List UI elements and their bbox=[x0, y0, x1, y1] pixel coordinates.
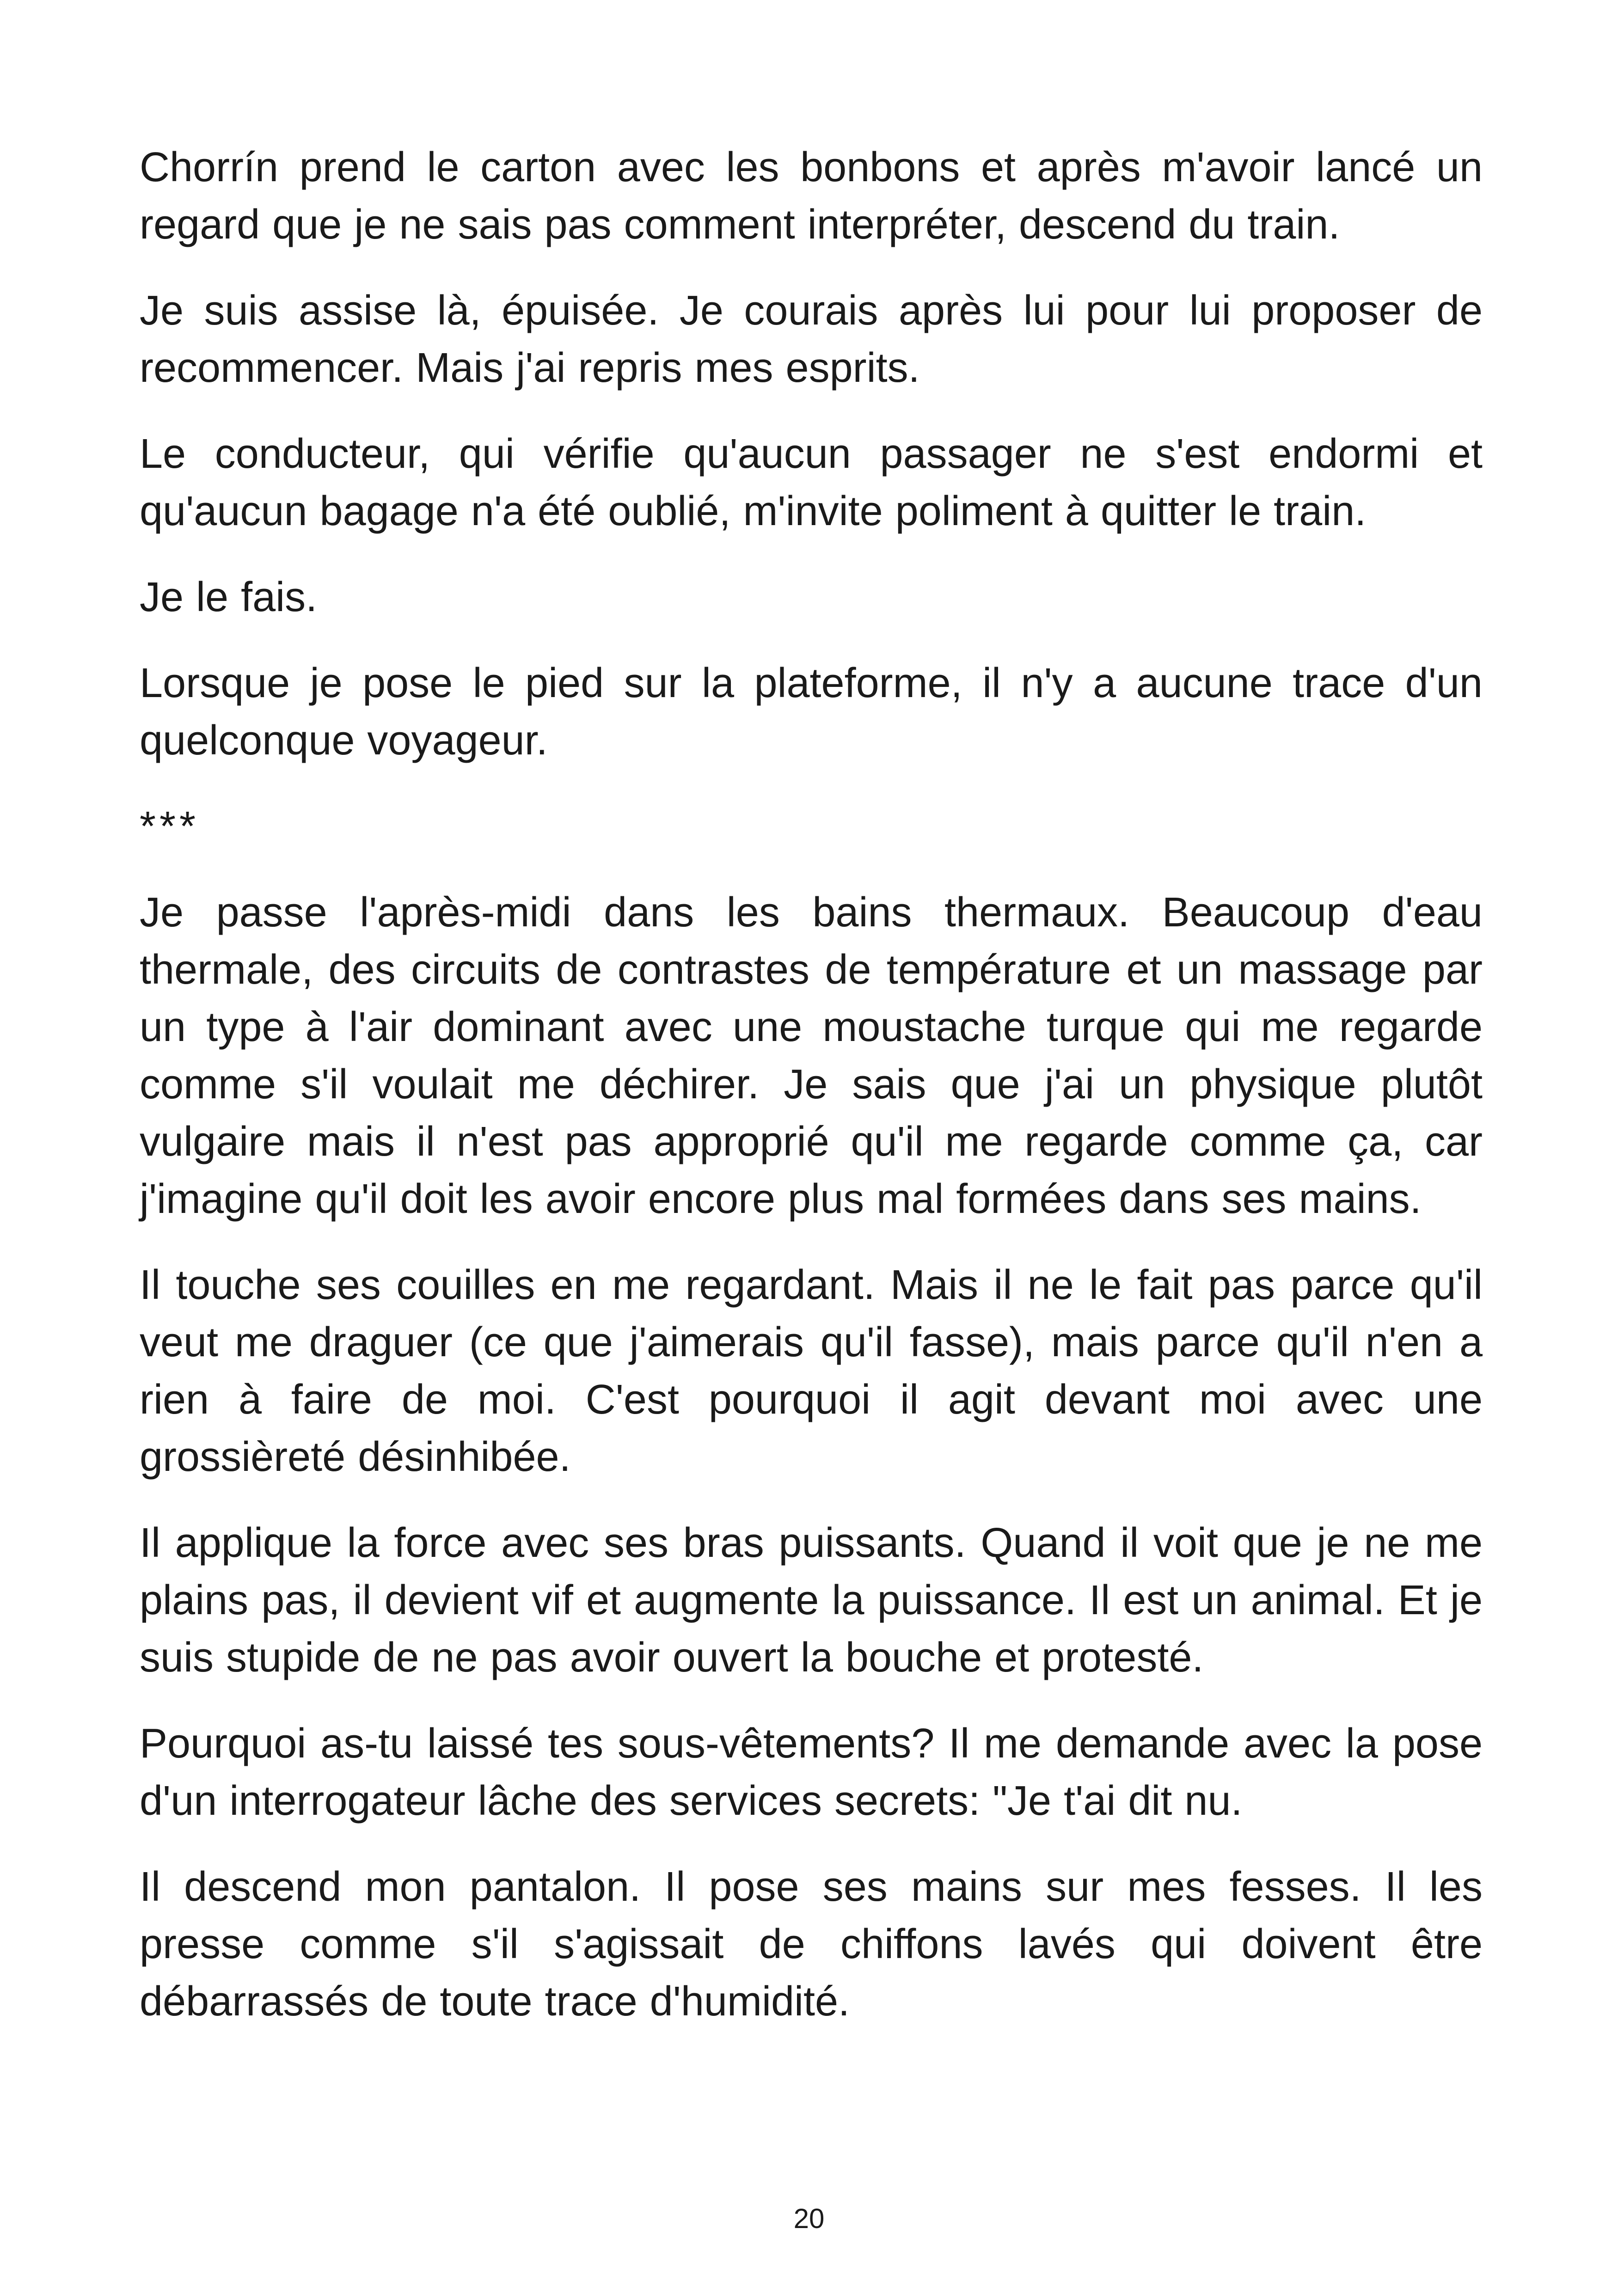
paragraph: Je le fais. bbox=[140, 574, 318, 620]
body-text bbox=[140, 139, 1483, 2059]
scene-separator: *** bbox=[140, 803, 200, 850]
paragraph: Je suis assise là, épuisée. Je courais après lui pour lui proposer de recommencer. Mais j'ai repris mes esprits. bbox=[140, 288, 1483, 391]
paragraph: Chorrín prend le carton avec les bonbons et après m'avoir lancé un regard que je ne sais pas comment interpréter, descend du train. bbox=[140, 144, 1483, 248]
paragraph: Je passe l'après-midi dans les bains thermaux. Beaucoup d'eau thermale, des circuits de contrastes de température et un massage par un type à l'air dominant avec une moustache turque qui me regarde comme s'il voulait me déchirer. Je sais que j'ai un physique plutôt vulgaire mais il n'est pas approprié qu'il me regarde comme ça, car j'imagine qu'il doit les avoir encore plus mal formées dans ses mains. bbox=[140, 889, 1483, 1222]
paragraph: Le conducteur, qui vérifie qu'aucun passager ne s'est endormi et qu'aucun bagage n'a été oublié, m'invite poliment à quitter le train. bbox=[140, 431, 1483, 534]
paragraph: Il touche ses couilles en me regardant. Mais il ne le fait pas parce qu'il veut me draguer (ce que j'aimerais qu'il fasse), mais parce qu'il n'en a rien à faire de moi. C'est pourquoi il agit devant moi avec une grossièreté désinhibée. bbox=[140, 1262, 1483, 1480]
paragraph: Il applique la force avec ses bras puissants. Quand il voit que je ne me plains pas, il devient vif et augmente la puissance. Il est un animal. Et je suis stupide de ne pas avoir ouvert la bouche et protesté. bbox=[140, 1520, 1483, 1681]
page-number: 20 bbox=[793, 2203, 825, 2234]
paragraph: Lorsque je pose le pied sur la plateforme, il n'y a aucune trace d'un quelconque voyageur. bbox=[140, 660, 1483, 764]
paragraph: Pourquoi as-tu laissé tes sous-vêtements? Il me demande avec la pose d'un interrogateur lâche des services secrets: "Je t'ai dit nu. bbox=[140, 1720, 1483, 1824]
paragraph: Il descend mon pantalon. Il pose ses mains sur mes fesses. Il les presse comme s'il s'agissait de chiffons lavés qui doivent être débarrassés de toute trace d'humidité. bbox=[140, 1864, 1483, 2025]
